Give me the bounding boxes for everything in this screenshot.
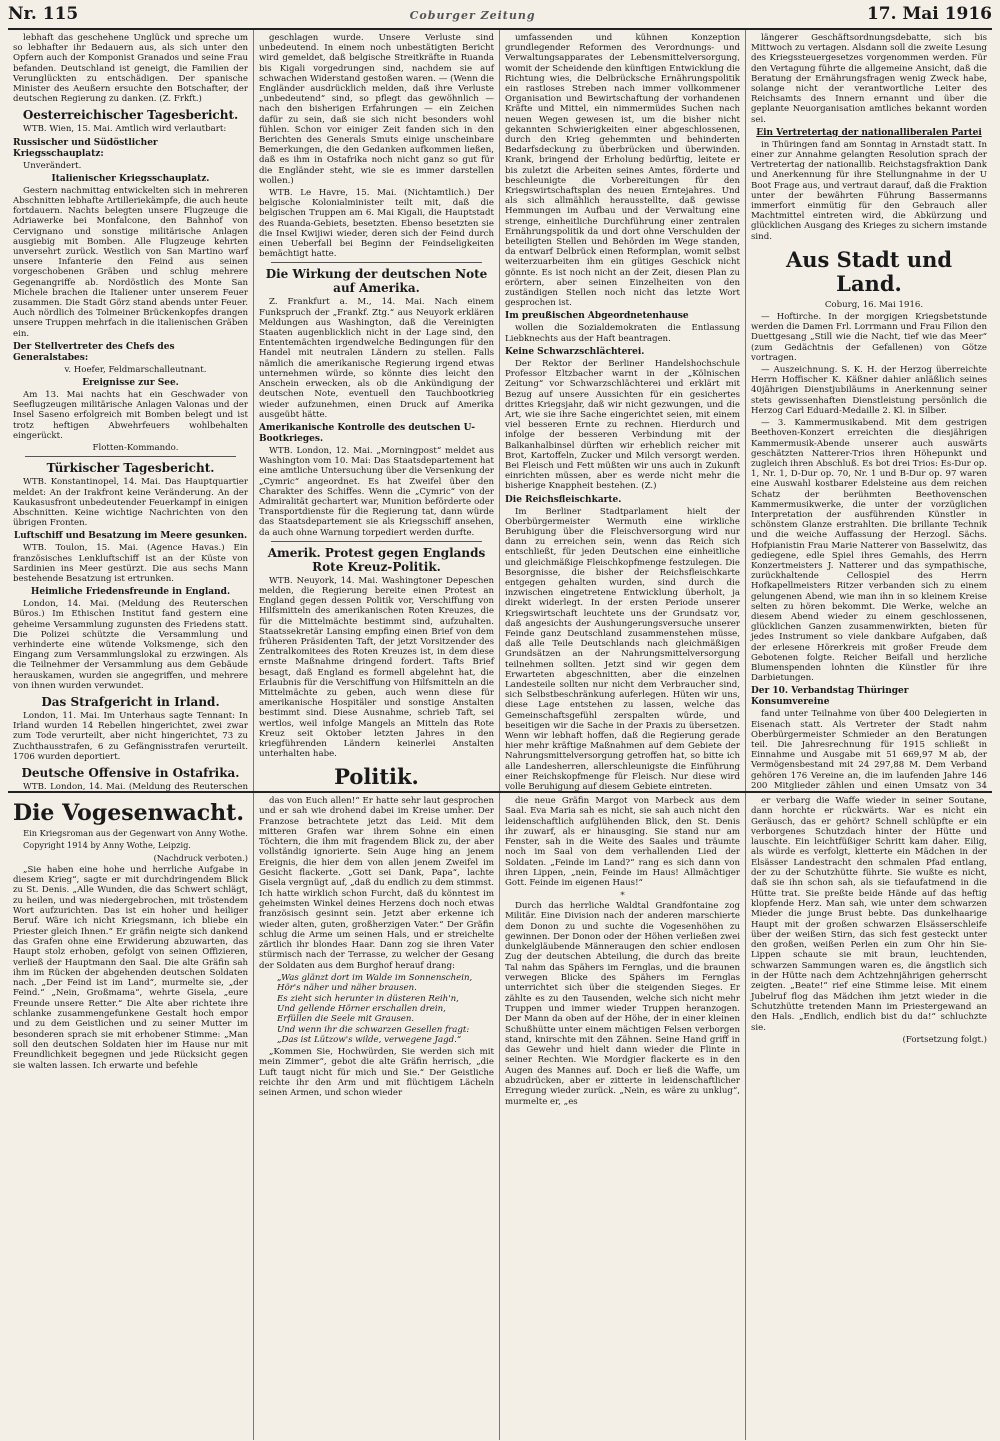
article-text: umfassenden und kühnen Konzeption grundlegender Reformen des Verordnungs- und Verwaltungsapparates der Lebensmittelversorgung, womit der Scheidende den künftigen Entwicklung die Richtung wies, die Delbrücksche Ernährungspolitik ein rastloses Streben nach immer vollkommener Organisation und Bewirtschaftung der vorhandenen Kräfte und Mittel, ein nimmermüdes Suchen nach neuen Wegen gewesen ist, um die bisher nicht gekannten Schwierigkeiten einer abgeschlossenen, durch den Krieg gehemmten und behinderten Bedarfsdeckung zu überbrücken und überwinden. Krank, bringend der Erholung bedürftig, leitete er bis zuletzt die Arbeiten seines Amtes, förderte und beschleunigte die Vorbereitungen für den Kriegswirtschaftsplan des neuen Erntejahres. Und als sich allmählich herausstellte, daß gewisse Hemmungen im Aufbau und der Verwaltung eine strenge, einheitliche Durchführung einer zentralen Ernährungspolitik da und dort ohne Verschulden der beteiligten Stellen und Behörden im Wege standen, da entwarf Delbrück einen Reformplan, womit selbst weiterzuarbeiten ihm ein gütiges Geschick nicht gönnte. Es ist noch nicht an der Zeit, diesen Plan zu erörtern, aber seinen Einzelheiten von den zuständigen Stellen noch nicht das letzte Wort gesprochen ist. [505,33,740,309]
verse-line: „Was glänzt dort im Walde im Sonnenschein, [277,973,473,984]
subhead-party-meeting: Ein Vertretertag der nationalliberalen Partei [756,127,982,138]
signature: v. Hoefer, Feldmarschalleutnant. [64,364,207,375]
signature: Flotten-Kommando. [92,443,179,454]
news-column-2 [254,30,500,791]
news-column-1 [8,30,254,791]
article-text: in Thüringen fand am Sonntag in Arnstadt statt. In einer zur Annahme gelangten Resolution sprach der Vertretertag der nationallib. Reichstagsfraktion Dank und Anerkennung für ihre Stellungnahme in der U Boot Frage aus, und vertraut darauf, daß die Fraktion unter der bewährten Führung Bassermanns immerfort einmütig für den Gebrauch aller Machtmittel eintreten wird, die Abkürzung und glücklichen Ausgang des Krieges zu sichern imstande sind. [751,139,987,242]
headline-east-africa: Deutsche Offensive in Ostafrika. [21,765,240,780]
verse-line: „Das ist Lützow's wilde, verwegene Jagd.“ [277,1034,462,1045]
article-text: WTB. Konstantinopel, 14. Mai. Das Hauptquartier meldet: An der Irakfront keine Veränderung. An der Kaukasusfront unbedeutender Feuerkampf in einigen Abschnitten. Keine wichtige Nachrichten von den übrigen Fronten. [13,477,248,529]
verse-line: Es zieht sich herunter in düsteren Reih'n, [277,993,459,1004]
article-text: fand unter Teilnahme von über 400 Delegierten in Eisenach statt. Als Vertreter der Stadt nahm Oberbürgermeister Schmieder an den Beratungen teil. Die Jahresrechnung für 1915 schließt in Einnahme und Ausgabe mit 51 669,97 M ab, der Vermögensbestand mit 24 297,88 M. Dem Verband gehören 176 Vereine an, die im laufenden Jahre 146 200 Mitglieder zählen und einen Umsatz von 34 [751,709,987,791]
article-text: London, 14. Mai. (Meldung des Reuterschen Büros.) Im Ethischen Institut fand gestern eine geheime Versammlung zugunsten des Friedens statt. Die Polizei schützte die Versammlung und verhinderte eine wütende Volksmenge, sich den Eingang zum Versammlungslokal zu erzwingen. Als die Teilnehmer der Versammlung aus dem Gebäude herauskamen, wurden sie angegriffen, und mehrere von ihnen wurden verwundet. [13,599,248,691]
subhead-russian-front: Russischer und Südöstlicher Kriegsschauplatz: [13,137,158,159]
subhead-airship: Luftschiff und Besatzung im Meere gesunken. [13,531,248,542]
serial-column-2 [254,793,500,1440]
article-text: längerer Geschäftsordnungsdebatte, sich bis Mittwoch zu vertagen. Alsdann soll die zweite Lesung des Kriegssteuergesetzes vorgenommen werden. Für den Vertagung führte die allgemeine Ansicht, daß die Beratung der Ernährungsfragen wenig Zweck habe, solange nicht der verantwortliche Leiter des Reichsamts des Innern ernannt und über die geplante Neuorganisation amtliches bekannt worden sei. [751,33,987,125]
dateline: WTB. Wien, 15. Mai. Amtlich wird verlautbart: [23,124,227,135]
headline-red-cross-protest: Amerik. Protest gegen Englands Rote Kreuz-Politik. [267,545,486,574]
verse-line: Und wenn ihr die schwarzen Gesellen fragt: [277,1024,470,1035]
article-text: Im Berliner Stadtparlament hielt der Oberbürgermeister Wermuth eine wirkliche Beruhigung über die Fleischversorgung wird nur dann zu erreichen sein, wenn das Reich sich entschließt, für jeden Deutschen eine einheitliche und gleichmäßige Fleischkopfmenge festzulegen. Die Besorgnisse, die bisher der Reichsfleischkarte entgegen gehalten wurden, sind durch die inzwischen eingetretene Entwicklung überholt, ja direkt widerlegt. In der ersten Periode unserer Kriegswirtschaft leuchtete uns der Grundsatz vor, daß angesichts der Aushungerungsversuche unserer Feinde ganz Deutschland zusammenstehen müsse, daß alle Teile Deutschlands nach gleichmäßigen Grundsätzen an der Nahrungsmittelversorgung teilnehmen sollten. Jetzt sind wir gegen dem Erwarteten abgeschnitten, aber die einzelnen Landesteile sollten nur nicht dem Verbraucher sind, sich Selbstbeschränkung auferlegen. Hüten wir uns, diese Lage entstehen zu lassen, welche das Gemeinschaftsgefühl zerspalten würde, und beseitigen wir die Sache in der Praxis zu übersetzen. Wenn wir lebhaft hoffen, daß die Regierung gerade hier mehr kräftige Maßnahmen auf dem Gebiete der Nahrungsmittelversorgung getroffen hat, so bitte ich alle Landesherren, allerschleunigste die Einführung einer Reichskopfmenge für Fleisch. Nur diese wird volle Beruhigung auf diesem Gebiete eintreten. [505,506,740,791]
divider [25,456,236,457]
article-text: London, 11. Mai. Im Unterhaus sagte Tennant: In Irland wurden 14 Rebellen hingerichtet, zwei zwar zum Tode verurteilt, aber nicht hingerichtet, 73 zu Zuchthausstrafen, 6 zu Gefängnisstrafen verurteilt. 1706 wurden deportiert. [13,710,248,762]
headline-ireland: Das Strafgericht in Irland. [41,694,220,709]
dateline: Coburg, 16. Mai 1916. [824,299,924,310]
issue-date: 17. Mai 1916 [866,4,992,24]
serial-text: „Kommen Sie, Hochwürden, Sie werden sich mit mein Zimmer“, gebot die alte Gräfin herrisch, „die Luft taugt nicht für mich und Sie.“ Der Geistliche reichte ihr den Arm und mit flüchtigem Lächeln seinen Armen, und schon wieder [259,1047,494,1099]
article-text: Z. Frankfurt a. M., 14. Mai. Nach einem Funkspruch der „Frankf. Ztg.“ aus Neuyork erklären Meldungen aus Washington, daß die Vereinigten Staaten augenblicklich nicht in der Lage sind, den Ententemächten irgendwelche Bedingungen für den Handel mit neutralen Ländern zu stellen. Falls nämlich die amerikanische Regierung irgend etwas unternehmen würde, so könnte dies leicht den Anschein erwecken, als ob die Ankündigung der deutschen Note, eventuell den Tauchbootkrieg wieder aufzunehmen, einen Druck auf Amerika ausgeübt hätte. [259,297,494,420]
section-mark: * [620,890,625,901]
subhead-peace-friends: Heimliche Friedensfreunde in England. [30,587,231,598]
news-section [8,30,992,793]
article-text: WTB. London, 14. Mai. (Meldung des Reuterschen [23,781,248,791]
issue-number: Nr. 115 [8,4,79,24]
newspaper-title: Coburger Zeitung [409,9,536,22]
serial-text: die neue Gräfin Margot von Marbeck aus dem Saal. Eva Maria sah es nicht, sie sah auch nicht den leidenschaftlich aufglühenden Blick, den St. Denis ihr zuwarf, als er hinausging. Sie stand nur am Fenster, sah in die Weite des Saales und träumte noch im Saal von dem verhallenden Lied der Soldaten. „Feinde im Land?“ rang es sich dann von ihren Lippen, „nein, Feinde im Haus! Allmächtiger Gott. Feinde im eigenen Haus!“ [505,796,740,889]
verse-line: Hör's näher und näher brausen. [277,983,417,994]
verse-line: Erfüllen die Seele mit Grausen. [277,1014,415,1025]
serial-text: das von Euch allen!“ Er hatte sehr laut gesprochen und er sah wie drohend dabei im Kreise umher. Der Franzose betrachtete jetzt das Leid. Mit dem mitteren Grafen war ihrem Sohne ein einen Töchtern, die ihm mit fragendem Blick zu, der aber vollständig ignorierte. Sein Auge hing an jenem Ereignis, die hier dem von allen jenem Zweifel im Gesicht flackerte. „Gott sei Dank, Papa“, lachte Gisela vergnügt auf, „daß du endlich zu dem stimmst. Ich hatte wirklich schon Furcht, daß du könntest im geheimsten Winkel deines Herzens doch noch etwas französisch gesinnt sein. Jetzt aber erkenne ich wieder alten, guten, großherzigen Vater.“ Der Gräfin schlug die Arme um seinen Hals, und er streichelte zärtlich ihr blondes Haar. Dann zog sie ihren Vater stürmisch nach der Terrasse, zu welcher der Gesang der Soldaten aus dem Burghof herauf drang: [259,796,494,971]
subhead-black-slaughter: Keine Schwarzschlächterei. [505,346,645,357]
article-text: wollen die Sozialdemokraten die Entlassung Liebknechts aus der Haft beantragen. [505,323,740,344]
news-column-3 [500,30,746,791]
subhead-meat-card: Die Reichsfleischkarte. [505,494,622,505]
article-text: — Hoftirche. In der morgigen Kriegsbetstunde werden die Damen Frl. Lorrmann und Frau Filion den Duettgesang „Still wie die Nacht, tief wie das Meer“ (zum Gedächtnis der Gefallenen) von Götze vortragen. [751,312,987,363]
serial-column-3 [500,793,746,1440]
article-text: WTB. Toulon, 15. Mai. (Agence Havas.) Ein französisches Lenkluftschiff ist an der Küste von Sardinien ins Meer gestürzt. Die aus sechs Mann bestehende Besatzung ist ertrunken. [13,543,248,584]
subhead-italian-front: Italienischer Kriegsschauplatz. [51,173,210,184]
serial-column-1 [8,793,254,1440]
article-text: Unverändert. [23,160,82,171]
divider [271,541,482,542]
verse-line: Und gellende Hörner erschallen drein, [277,1003,446,1014]
headline-politik: Politik. [334,764,419,790]
article-text: geschlagen wurde. Unsere Verluste sind unbedeutend. In einem noch unbestätigten Bericht wird gemeldet, daß belgische Streitkräfte in Ruanda bis Kigali vorgedrungen sind, nachdem sie auf schwachen Widerstand gestoßen waren. — (Wenn die Engländer ausdrücklich melden, daß ihre Verluste „unbedeutend“ sind, so pflegt das gewöhnlich — nach den bisherigen Erfahrungen — ein Zeichen dafür zu sein, daß sie sich nicht besonders wohl fühlen. Schon vor einiger Zeit fanden sich in den Berichten des Generals Smuts einige unscheinbare Bemerkungen, die den Gedanken aufkommen ließen, daß es ihm in Ostafrika noch nicht ganz so gut für die Engländer steht, wie sie es immer darstellen wollen.) [259,33,494,186]
serial-reprint-note: (Nachdruck verboten.) [153,852,248,863]
serial-column-4 [746,793,992,1440]
article-text: WTB. London, 12. Mai. „Morningpost“ meldet aus Washington vom 10. Mai: Das Staatsdepartement hat eine amtliche Untersuchung über die Versenkung der „Cymric“ angeordnet. Es hat Zweifel über den Charakter des Schiffes. Wenn die „Cymric“ von der Admiralität gechartert war, Munition beförderte oder Transportdienste für die Regierung tat, dann würde das Staatsdepartement sie als Kriegsschiff ansehen, da auch ohne Warnung torpediert werden durfte. [259,445,494,538]
headline-local-news: Aus Stadt und Land. [785,246,953,296]
serial-text: „Sie haben eine hohe und herrliche Aufgabe in diesem Krieg“, sagte er mit durchdringendem Blick zu St. Denis. „Alle Wunden, die das Schwert schlägt, zu heilen, und was niedergebrochen, mit tröstendem Wort aufzurichten. Das ist ein hoher und heiliger Beruf. Wäre ich nicht Kriegsmann, ich bliebe ein Priester gleich Ihnen.“ Er gräfin neigte sich dankend das Grafen ohne eine Erwiderung abzuwarten, das Haupt stolz erhoben, gefolgt von seinen Offizieren, verließ der Hauptmann den Saal. Die alte Gräfin sah ihm im Rücken der abgehenden deutschen Soldaten nach. „Der Feind ist im Land“, murmelte sie, „der Feind.“ „Nein, Großmama“, wehrte Gisela, „eure Freunde unsere Retter.“ Die Alte aber richtete ihre schlanke zusammengefunkene Gestalt hoch empor und zu dem Geistlichen und zu seiner Mutter im besonderen sprach sie mit erhobener Stimme: „Man soll den deutschen Soldaten hier im Hause nur mit Freundlichkeit begegnen und jede Rücksicht gegen sie walten lassen. Ich erwarte und befehle [13,864,248,1071]
serial-subtitle: Ein Kriegsroman aus der Gegenwart von Anny Wothe. [23,828,248,838]
subhead-consumer-union: Der 10. Verbandstag Thüringer Konsumvereine [751,686,909,708]
article-text: Der Rektor der Berliner Handelshochschule Professor Eltzbacher warnt in der „Kölnischen Zeitung“ vor Schwarzschlächterei und erklärt mit Bezug auf unsere Aussichten für ein gesichertes drittes Kriegsjahr, daß wir nicht gezwungen, und die Art, wie sie ihre Sache eingerichtet seien, mit einem viel besseren Ernte zu rechnen. Hierdurch und infolge der besseren Verbindung mit der Balkanhalbinsel dürften wir erheblich reicher mit Brot, Kartoffeln, Zucker und Milch versorgt werden. Bei Fleisch und Fett müßten wir uns auch in Zukunft einrichten müssen, aber es werde nicht mehr die bisherige Knappheit bestehen. (Z.) [505,358,740,492]
headline-note-america: Die Wirkung der deutschen Note auf Amerika. [265,267,488,296]
serial-text: Durch das herrliche Waldtal Grandfontaine zog Militär. Eine Division nach der anderen marschierte dem Donon zu und suchte die Vogesenhöhen zu gewinnen. Der Donon oder der Höhen verließen zwei dunkelgläubende Männeraugen den schier endlosen Zug der deutschen Abteilung, die durch das breite Tal nahm das Spähers im Fernglas, und die braunen verwegen Blicke des Spähers im Fernglas unterrichtet sich über die steigenden Sieges. Er zählte es zu den Tausenden, welche sich nicht mehr Truppen und immer wieder Truppen heranzogen. Der Mann da oben auf der Höhe, der in einer kleinen Schußhütte unter einem mächtigen Felsen verborgen stand, knirschte mit den Zähnen. Seine Hand griff in das Gewehr und hielt dann wieder die Flinte in seiner Rechten. Wie Mordgier flackerte es in den Augen des Mannes auf. Doch er ließ die Waffe, um abzudrücken, aber er zitterte in leidenschaftlicher Erregung wieder zurück. „Nein, es wäre zu unklug“, murmelte er, „es [505,900,740,1107]
article-text: — 3. Kammermusikabend. Mit dem gestrigen Beethoven-Konzert erreichten die diesjährigen Kammermusik-Abende unserer auch auswärts geschätzten Natterer-Trios ihren Höhepunkt und zugleich ihren Abschluß. Es bot drei Trios: Es-Dur op. 1, Nr. 1, D-Dur op. 70, Nr. 1 und B-Dur op. 97 waren eine Auswahl kostbarer Edelsteine aus dem reichen Schatz der berühmten Beethovenschen Kammermusikwerke, die unter der vorzüglichen Interpretation der ausführenden Künstler in schönstem Glanze erstrahlten. Die brillante Technik und die weiche Auffassung der Herzogl. Sächs. Hofpianistin Frau Marie Natterer von Basselwitz, das gediegene, edle Spiel ihres Gemahls, des Herrn Konzertmeisters J. Natterer und das sympathische, zurückhaltende Cellospiel des Herrn Hofkapellmeisters Ritzer verbanden sich zu einem gelungenen Abend, wie man ihn in so kleinem Kreise selten zu hören bekommt. Die Werke, welche an diesem Abend wieder zu einem geschlossenen, glücklichen Ganzen zusammenwirkten, bieten für jedes Instrument so viele dankbare Aufgaben, daß der erlesene Hörerkreis mit großer Freude dem Gebotenen folgte. Reicher Beifall und herzliche Blumenspenden lohnten die Künstler für ihre Darbietungen. [751,418,987,684]
subhead-uboat-control: Amerikanische Kontrolle des deutschen U-Bootkrieges. [259,422,475,444]
headline-austrian-report: Oesterreichischer Tagesbericht. [22,108,239,123]
serial-novel-section [8,793,992,1440]
headline-turkish-report: Türkischer Tagesbericht. [46,461,215,476]
serial-text: er verbarg die Waffe wieder in seiner Soutane, dann horchte er rückwärts. War es nicht ein Geräusch, das er gehört? Schnell schlüpfte er ein verborgenes Schutzdach hinter der Hütte und lauschte. Ein leichtfüßiger Schritt kam daher. Eilig, als würde es verfolgt, kletterte ein Mädchen in der Elsässer Landestracht den schmalen Pfad entlang, der zu der Schutzhütte führte. Sie wußte es nicht, daß sie ihn schon sah, als sie tiefaufatmend in die Hütte trat. Sie preßte beide Hände auf das heftig klopfende Herz. Man sah, wie unter dem schwarzen Mieder die junge Brust bebte. Das dunkelhaarige Haupt mit der großen schwarzen Elsässerschleife über der weißen Stirn, das sich fest gesteckt unter den großen, weißen Perlen ein zum Ohr hin Sie-Lippen schaute sie mit braun, leuchtenden, schwarzen Sammungen waren es, die ängstlich sich in der Hütte nach dem Achtzehnjährigen geherrscht zeigten. „Beate!“ rief eine Stimme leise. Mit einem Jubelruf flog das Mädchen ihm jetzt wieder in die Schutzhütte tretenden Mann im Priestergewand an den Hals. „Endlich, endlich bist du da!“ schluchzte sie. [751,796,987,1033]
article-text: WTB. Le Havre, 15. Mai. (Nichtamtlich.) Der belgische Kolonialminister teilt mit, daß die belgischen Truppen am 6. Mai Kigali, die Hauptstadt des Ruanda-Gebiets, besetzten. Ebenso besetzten sie die Insel Kwijiwi wieder, deren sich der Feind durch einen Ueberfall bei Beginn der Feindseligkeiten bemächtigt hatte. [259,188,494,260]
serial-title: Die Vogesenwacht. [13,800,244,826]
serial-copyright: Copyright 1914 by Anny Wothe, Leipzig. [23,840,191,851]
article-text: WTB. Neuyork, 14. Mai. Washingtoner Depeschen melden, die Regierung bereite einen Protest an England gegen dessen Politik vor, Verschiffung von Hilfsmitteln des amerikanischen Roten Kreuzes, die für die Mittelmächte bestimmt sind, aufzuhalten. Staatssekretär Lansing empfing einen Brief von dem früheren Präsidenten Taft, der jetzt Vorsitzender des Zentralkomitees des Roten Kreuzes ist, in dem diese ernste Maßnahme dringend fordert. Tafts Brief besagt, daß England es formell abgelehnt hat, die Erlaubnis für die Verschiffung von Hilfsmitteln an die Mittelmächte zu geben, auch wenn diese für amerikanische Hospitäler und sonstige Anstalten bestimmt sind. Diese Ausnahme, schrieb Taft, sei wertlos, weil infolge Mangels an Mitteln das Rote Kreuz seit Oktober letzten Jahres in den kriegführenden Ländern keinerlei Anstalten unterhalten habe. [259,575,494,760]
subhead-prussian-house: Im preußischen Abgeordnetenhause [505,311,689,322]
article-text: — Auszeichnung. S. K. H. der Herzog überreichte Herrn Hoffischer K. Käßner dahier anläßlich seines 40jährigen Dienstjubiläums in Anerkennung seiner stets gewissenhaften Dienstleistung persönlich die Herzog Carl Eduard-Medaille 2. Kl. in Silber. [751,365,987,416]
article-text: lebhaft das geschehene Unglück und spreche um so lebhafter ihr Bedauern aus, als sich unter den Opfern auch der Komponist Granados und seine Frau befanden. Deutschland ist geneigt, die Familien der Verunglückten zu entschädigen. Der spanische Minister des Aeußern ersuchte den Botschafter, der deutschen Regierung zu danken. (Z. Frkft.) [13,33,248,105]
continued-note: (Fortsetzung folgt.) [902,1034,987,1045]
article-text: Am 13. Mai nachts hat ein Geschwader von Seeflugzeugen militärische Anlagen Valonas und der Insel Saseno erfolgreich mit Bomben belegt und ist trotz heftigen Abwehrfeuers wohlbehalten eingerückt. [13,390,248,441]
subhead-deputy-chief: Der Stellvertreter des Chefs des Generalstabes: [13,341,175,363]
song-verse [277,973,494,1045]
subhead-sea-events: Ereignisse zur See. [82,378,179,389]
article-text: Gestern nachmittag entwickelten sich in mehreren Abschnitten lebhafte Artilleriekämpfe, die auch heute fortdauern. Nachts belegten unsere Flugzeuge die Adriawerke bei Monfalcone, den Bahnhof von Cervignano und sonstige militärische Anlagen ausgiebig mit Bomben. Alle Flugzeuge kehrten unversehrt zurück. Westlich von San Martino warf unsere Infanterie den Feind aus seinen vorgeschobenen Gräben und schlug mehrere Gegenangriffe ab. Nordöstlich des Monte San Michele brachen die Italiener unter unserem Feuer zusammen. Die Stadt Görz stand abends unter Feuer. Auch nördlich des Tolmeiner Brückenkopfes drangen unsere Truppen mehrfach in die italienischen Gräben ein. [13,185,248,339]
news-column-4 [746,30,992,791]
divider [271,262,482,263]
masthead [8,4,992,30]
